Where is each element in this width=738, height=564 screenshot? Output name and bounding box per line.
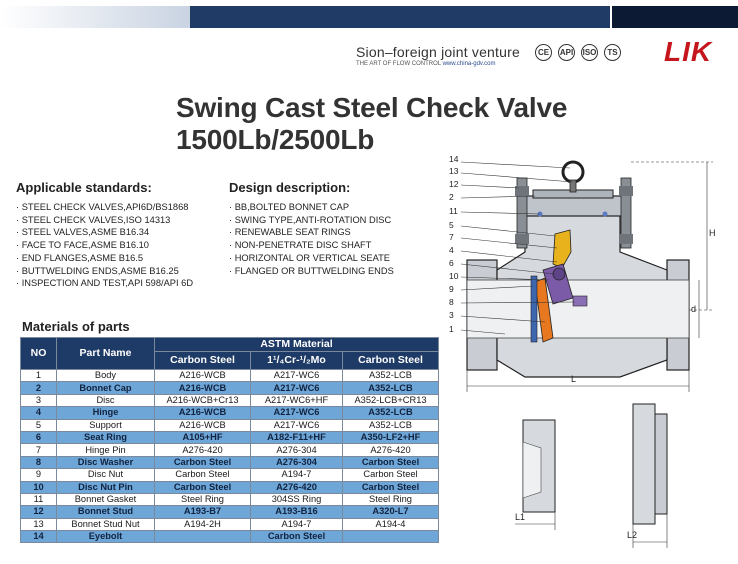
page-title: Swing Cast Steel Check Valve 1500Lb/2500Lb [176, 92, 568, 155]
table-cell-cs2 [343, 531, 439, 543]
table-cell-cs: A105+HF [155, 431, 251, 443]
col-cr-mo: 1¹/₄Cr-¹/₂Mo [251, 352, 343, 370]
flange-detail-right [633, 404, 667, 548]
table-cell-cr: A217-WC6 [251, 419, 343, 431]
table-cell-cs2: A320-L7 [343, 506, 439, 518]
table-cell-no: 2 [21, 382, 57, 394]
standards-heading: Applicable standards: [16, 180, 152, 195]
table-cell-cr: Carbon Steel [251, 531, 343, 543]
standards-list [16, 201, 193, 290]
valve-section-drawing [445, 152, 735, 562]
table-cell-no: 3 [21, 394, 57, 406]
callout-label: 7 [449, 232, 454, 242]
callout-label: 6 [449, 258, 454, 268]
callout-label: 3 [449, 310, 454, 320]
materials-table [20, 337, 439, 543]
table-cell-cs: A276-420 [155, 444, 251, 456]
certification-icons [535, 44, 621, 61]
list-item: · BB,BOLTED BONNET CAP [229, 201, 394, 214]
lik-logo: LIK [664, 36, 713, 67]
brand-line: Sion–foreign joint venture [356, 44, 520, 60]
table-cell-cs2: A352-LCB [343, 370, 439, 382]
table-cell-no: 14 [21, 531, 57, 543]
table-cell-cs: A216-WCB+Cr13 [155, 394, 251, 406]
table-cell-part: Body [57, 370, 155, 382]
table-cell-cr: 304SS Ring [251, 493, 343, 505]
table-cell-cr: A217-WC6 [251, 370, 343, 382]
table-cell-part: Disc Nut [57, 469, 155, 481]
list-item: · INSPECTION AND TEST,API 598/API 6D [16, 277, 193, 290]
table-cell-cr: A276-304 [251, 444, 343, 456]
callout-label: 9 [449, 284, 454, 294]
table-cell-cs: A194-2H [155, 518, 251, 530]
table-cell-cr: A194-7 [251, 518, 343, 530]
banner-blue-segment [190, 6, 610, 28]
dim-d-label: d [691, 304, 697, 314]
table-row [21, 469, 439, 481]
table-cell-no: 1 [21, 370, 57, 382]
col-astm-material: ASTM Material [155, 338, 439, 352]
table-cell-part: Hinge Pin [57, 444, 155, 456]
table-row [21, 518, 439, 530]
callout-label: 8 [449, 297, 454, 307]
table-row [21, 506, 439, 518]
table-cell-cs2: Carbon Steel [343, 456, 439, 468]
api-cert-icon: API [558, 44, 575, 61]
callout-label: 12 [449, 179, 459, 189]
dim-l-label: L [571, 374, 577, 384]
col-carbon-steel-2: Carbon Steel [343, 352, 439, 370]
callout-label: 11 [449, 206, 458, 216]
callout-label: 14 [449, 154, 459, 164]
table-cell-no: 4 [21, 407, 57, 419]
table-cell-cs2: Carbon Steel [343, 469, 439, 481]
table-row [21, 407, 439, 419]
list-item: · STEEL CHECK VALVES,API6D/BS1868 [16, 201, 193, 214]
table-cell-cs2: A352-LCB+CR13 [343, 394, 439, 406]
table-row [21, 493, 439, 505]
table-cell-cs2: A352-LCB [343, 419, 439, 431]
table-cell-cs2: A352-LCB [343, 382, 439, 394]
table-cell-cr: A217-WC6 [251, 382, 343, 394]
table-cell-cs: Carbon Steel [155, 456, 251, 468]
table-cell-no: 6 [21, 431, 57, 443]
table-cell-part: Disc Nut Pin [57, 481, 155, 493]
list-item: · STEEL VALVES,ASME B16.34 [16, 226, 193, 239]
table-cell-cs: Steel Ring [155, 493, 251, 505]
dim-l2-label: L2 [627, 530, 638, 540]
table-cell-no: 5 [21, 419, 57, 431]
callout-label: 10 [449, 271, 459, 281]
callout-labels [449, 154, 459, 334]
top-banner [0, 0, 738, 34]
table-cell-cs: A216-WCB [155, 370, 251, 382]
table-row [21, 481, 439, 493]
table-cell-cr: A217-WC6+HF [251, 394, 343, 406]
table-cell-cs2: A276-420 [343, 444, 439, 456]
table-cell-cr: A182-F11+HF [251, 431, 343, 443]
tagline-text: THE ART OF FLOW CONTROL [356, 61, 441, 67]
table-row [21, 444, 439, 456]
table-cell-no: 10 [21, 481, 57, 493]
table-cell-cs2: A352-LCB [343, 407, 439, 419]
banner-gradient [0, 6, 190, 28]
table-cell-part: Seat Ring [57, 431, 155, 443]
dim-l1-label: L1 [515, 512, 526, 522]
col-part-name: Part Name [57, 338, 155, 370]
table-cell-cs2: A194-4 [343, 518, 439, 530]
callout-label: 1 [449, 324, 454, 334]
callout-label: 4 [449, 245, 454, 255]
table-cell-cr: A193-B16 [251, 506, 343, 518]
table-cell-cs: A216-WCB [155, 382, 251, 394]
table-cell-cr: A217-WC6 [251, 407, 343, 419]
materials-body [21, 370, 439, 543]
materials-heading: Materials of parts [22, 319, 130, 334]
table-row [21, 419, 439, 431]
table-cell-cs: Carbon Steel [155, 469, 251, 481]
table-cell-part: Disc [57, 394, 155, 406]
table-cell-no: 7 [21, 444, 57, 456]
table-cell-no: 11 [21, 493, 57, 505]
list-item: · BUTTWELDING ENDS,ASME B16.25 [16, 265, 193, 278]
table-cell-no: 9 [21, 469, 57, 481]
table-row [21, 431, 439, 443]
company-url[interactable]: www.china-gdv.com [442, 61, 496, 67]
brand-tagline [356, 61, 496, 67]
table-row [21, 382, 439, 394]
callout-label: 2 [449, 192, 454, 202]
table-cell-cs2: Steel Ring [343, 493, 439, 505]
ce-cert-icon: CE [535, 44, 552, 61]
table-cell-part: Support [57, 419, 155, 431]
table-row [21, 456, 439, 468]
banner-dark-segment [612, 6, 738, 28]
table-cell-cs: Carbon Steel [155, 481, 251, 493]
iso-cert-icon: ISO [581, 44, 598, 61]
list-item: · SWING TYPE,ANTI-ROTATION DISC [229, 214, 394, 227]
table-cell-cr: A276-420 [251, 481, 343, 493]
table-cell-cs2: Carbon Steel [343, 481, 439, 493]
list-item: · HORIZONTAL OR VERTICAL SEATE [229, 252, 394, 265]
table-cell-part: Bonnet Stud [57, 506, 155, 518]
table-cell-cr: A194-7 [251, 469, 343, 481]
ts-cert-icon: TS [604, 44, 621, 61]
table-cell-part: Bonnet Stud Nut [57, 518, 155, 530]
table-cell-part: Bonnet Cap [57, 382, 155, 394]
list-item: · FLANGED OR BUTTWELDING ENDS [229, 265, 394, 278]
table-cell-cs [155, 531, 251, 543]
list-item: · END FLANGES,ASME B16.5 [16, 252, 193, 265]
list-item: · FACE TO FACE,ASME B16.10 [16, 239, 193, 252]
table-cell-part: Hinge [57, 407, 155, 419]
table-row [21, 370, 439, 382]
table-row [21, 531, 439, 543]
callout-label: 13 [449, 166, 459, 176]
list-item: · STEEL CHECK VALVES,ISO 14313 [16, 214, 193, 227]
dim-h-label: H [709, 228, 716, 238]
col-no: NO [21, 338, 57, 370]
table-cell-part: Eyebolt [57, 531, 155, 543]
table-cell-no: 13 [21, 518, 57, 530]
table-cell-no: 8 [21, 456, 57, 468]
col-carbon-steel: Carbon Steel [155, 352, 251, 370]
table-cell-cs: A193-B7 [155, 506, 251, 518]
table-row [21, 394, 439, 406]
table-cell-cs2: A350-LF2+HF [343, 431, 439, 443]
callout-label: 5 [449, 220, 454, 230]
table-cell-part: Bonnet Gasket [57, 493, 155, 505]
list-item: · NON-PENETRATE DISC SHAFT [229, 239, 394, 252]
table-cell-cs: A216-WCB [155, 419, 251, 431]
design-list [229, 201, 394, 277]
table-cell-cs: A216-WCB [155, 407, 251, 419]
list-item: · RENEWABLE SEAT RINGS [229, 226, 394, 239]
table-cell-no: 12 [21, 506, 57, 518]
valve-body-drawing [467, 162, 689, 377]
table-cell-cr: A276-304 [251, 456, 343, 468]
table-cell-part: Disc Washer [57, 456, 155, 468]
design-heading: Design description: [229, 180, 351, 195]
